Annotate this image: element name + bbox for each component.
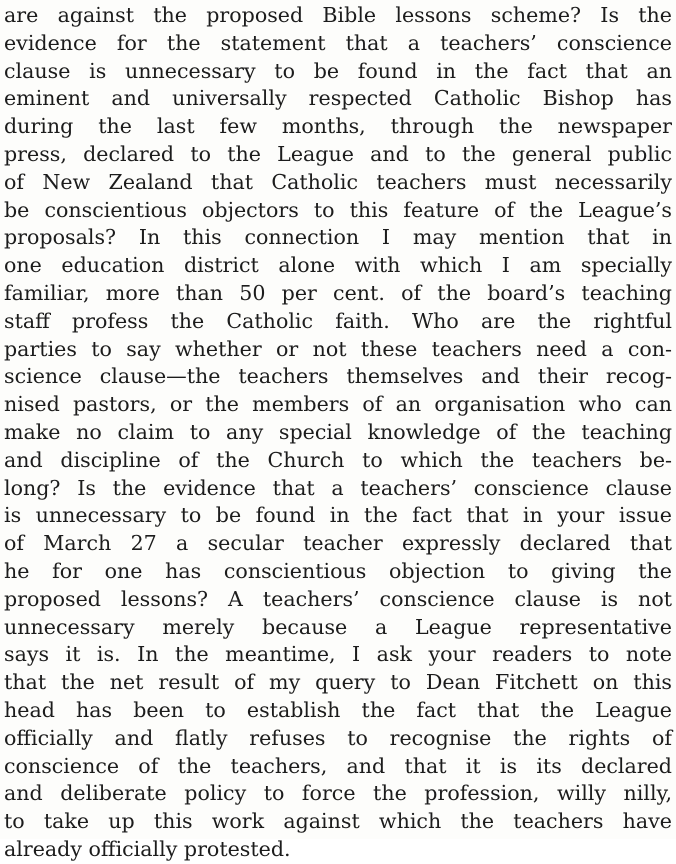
text-line: and discipline of the Church to which the teachers be- (4, 447, 672, 472)
text-line: to take up this work against which the teachers have (4, 809, 672, 834)
text-line: during the last few months, through the newspaper (4, 114, 672, 139)
text-line: of March 27 a secular teacher expressly declared that (4, 531, 672, 556)
text-line: is unnecessary to be found in the fact that in your issue (4, 503, 672, 528)
text-line: long? Is the evidence that a teachers’ conscience clause (4, 475, 672, 500)
text-line: proposed lessons? A teachers’ conscience clause is not (4, 586, 672, 611)
text-line: and deliberate policy to force the profession, willy nilly, (4, 781, 672, 806)
text-line: says it is. In the meantime, I ask your readers to note (4, 642, 672, 667)
text-line: one education district alone with which I am specially (4, 253, 672, 278)
text-line: of New Zealand that Catholic teachers must necessarily (4, 169, 672, 194)
text-line: staff profess the Catholic faith. Who are the rightful (4, 308, 672, 333)
text-line: be conscientious objectors to this feature of the League’s (4, 197, 672, 222)
text-line: nised pastors, or the members of an organisation who can (4, 392, 672, 417)
text-line: evidence for the statement that a teachers’ conscience (4, 30, 672, 55)
text-line: familiar, more than 50 per cent. of the board’s teaching (4, 280, 672, 305)
text-line: head has been to establish the fact that the League (4, 697, 672, 722)
text-line: proposals? In this connection I may mention that in (4, 225, 672, 250)
text-line: he for one has conscientious objection to giving the (4, 558, 672, 583)
text-line: science clause—the teachers themselves and their recog- (4, 364, 672, 389)
text-line: unnecessary merely because a League representative (4, 614, 672, 639)
text-line: officially and flatly refuses to recognise the rights of (4, 725, 672, 750)
text-line: clause is unnecessary to be found in the fact that an (4, 58, 672, 83)
text-line: conscience of the teachers, and that it is its declared (4, 753, 672, 778)
text-line: that the net result of my query to Dean Fitchett on this (4, 670, 672, 695)
text-line: make no claim to any special knowledge of the teaching (4, 419, 672, 444)
letter-body (4, 2, 672, 864)
text-line: are against the proposed Bible lessons scheme? Is the (4, 3, 672, 27)
text-line: eminent and universally respected Catholic Bishop has (4, 86, 672, 111)
text-line: parties to say whether or not these teachers need a con- (4, 336, 672, 361)
text-line: already officially protested. (4, 836, 291, 861)
text-line: press, declared to the League and to the general public (4, 141, 672, 166)
